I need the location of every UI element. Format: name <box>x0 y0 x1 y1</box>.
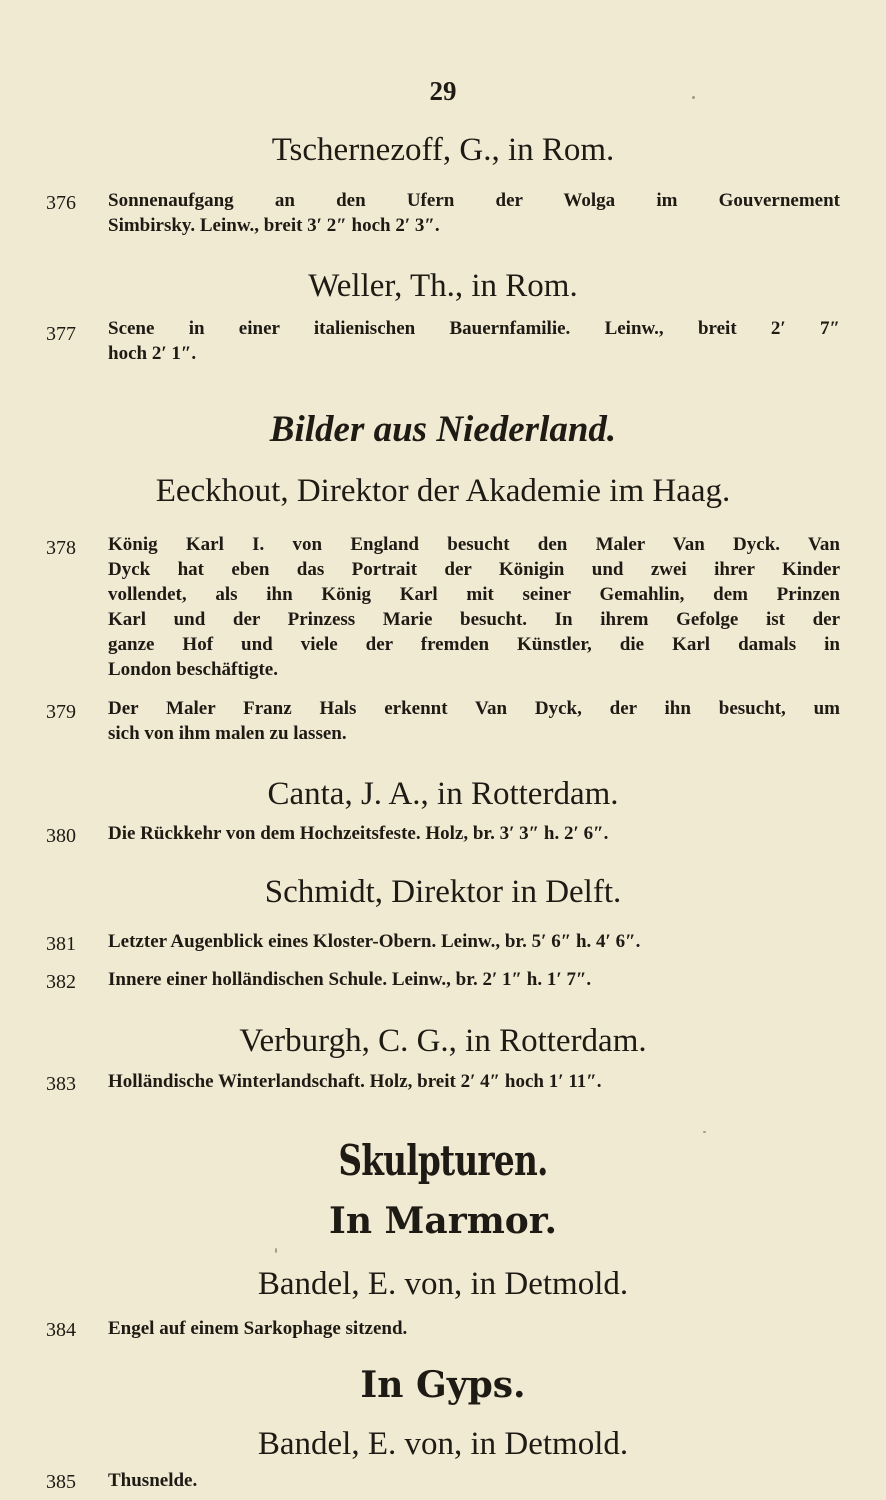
catalog-number: 377 <box>46 323 76 345</box>
artist-heading-schmidt: Schmidt, Direktor in Delft. <box>264 874 622 910</box>
work-line: Karl und der Prinzess Marie besucht. In ihrem Gefolge ist der <box>108 609 840 630</box>
work-line: Engel auf einem Sarkophage sitzend. <box>108 1318 408 1339</box>
work-line: Der Maler Franz Hals erkennt Van Dyck, der ihn besucht, um <box>108 698 840 719</box>
section-heading-niederland: Bilder aus Niederland. <box>269 409 617 450</box>
subsection-heading-marmor: In Marmor. <box>329 1200 557 1242</box>
work-line: vollendet, als ihn König Karl mit seiner Gemahlin, dem Prinzen <box>108 584 840 605</box>
work-line: Holländische Winterlandschaft. Holz, breit 2′ 4″ hoch 1′ 11″. <box>108 1071 602 1092</box>
work-line: Sonnenaufgang an den Ufern der Wolga im Gouvernement <box>108 190 840 211</box>
artist-heading-bandel: Bandel, E. von, in Detmold. <box>257 1426 629 1462</box>
work-line: Innere einer holländischen Schule. Leinw., br. 2′ 1″ h. 1′ 7″. <box>108 969 592 990</box>
catalog-number: 380 <box>46 825 76 847</box>
section-heading-skulpturen: Skulpturen. <box>338 1136 548 1185</box>
catalog-number: 385 <box>46 1471 76 1493</box>
work-line: Dyck hat eben das Portrait der Königin und zwei ihrer Kinder <box>108 559 840 580</box>
catalog-number: 382 <box>46 971 76 993</box>
artist-heading-weller: Weller, Th., in Rom. <box>308 268 578 304</box>
work-line: London beschäftigte. <box>108 659 278 680</box>
work-line: Letzter Augenblick eines Kloster-Obern. Leinw., br. 5′ 6″ h. 4′ 6″. <box>108 931 641 952</box>
catalog-number: 383 <box>46 1073 76 1095</box>
artist-heading-eeckhout: Eeckhout, Direktor der Akademie im Haag. <box>155 473 731 509</box>
subsection-heading-gyps: In Gyps. <box>360 1364 526 1406</box>
catalog-number: 376 <box>46 192 76 214</box>
paper-speck <box>703 1131 706 1133</box>
page-number: 29 <box>429 76 457 106</box>
work-line: Die Rückkehr von dem Hochzeitsfeste. Holz, br. 3′ 3″ h. 2′ 6″. <box>108 823 609 844</box>
paper-speck <box>692 96 695 99</box>
paper-speck <box>275 1248 277 1253</box>
artist-heading-canta: Canta, J. A., in Rotterdam. <box>267 776 619 812</box>
work-line: Thusnelde. <box>108 1470 198 1491</box>
work-line: Simbirsky. Leinw., breit 3′ 2″ hoch 2′ 3″. <box>108 215 440 236</box>
work-line: Scene in einer italienischen Bauernfamilie. Leinw., breit 2′ 7″ <box>108 318 840 339</box>
catalog-number: 379 <box>46 701 76 723</box>
catalog-number: 381 <box>46 933 76 955</box>
work-line: König Karl I. von England besucht den Maler Van Dyck. Van <box>108 534 840 555</box>
artist-heading-tschernezoff: Tschernezoff, G., in Rom. <box>271 132 615 168</box>
work-line: ganze Hof und viele der fremden Künstler, die Karl damals in <box>108 634 840 655</box>
catalog-number: 378 <box>46 537 76 559</box>
work-line: hoch 2′ 1″. <box>108 343 197 364</box>
artist-heading-verburgh: Verburgh, C. G., in Rotterdam. <box>239 1023 647 1059</box>
work-line: sich von ihm malen zu lassen. <box>108 723 347 744</box>
catalog-number: 384 <box>46 1319 76 1341</box>
artist-heading-bandel: Bandel, E. von, in Detmold. <box>257 1266 629 1302</box>
